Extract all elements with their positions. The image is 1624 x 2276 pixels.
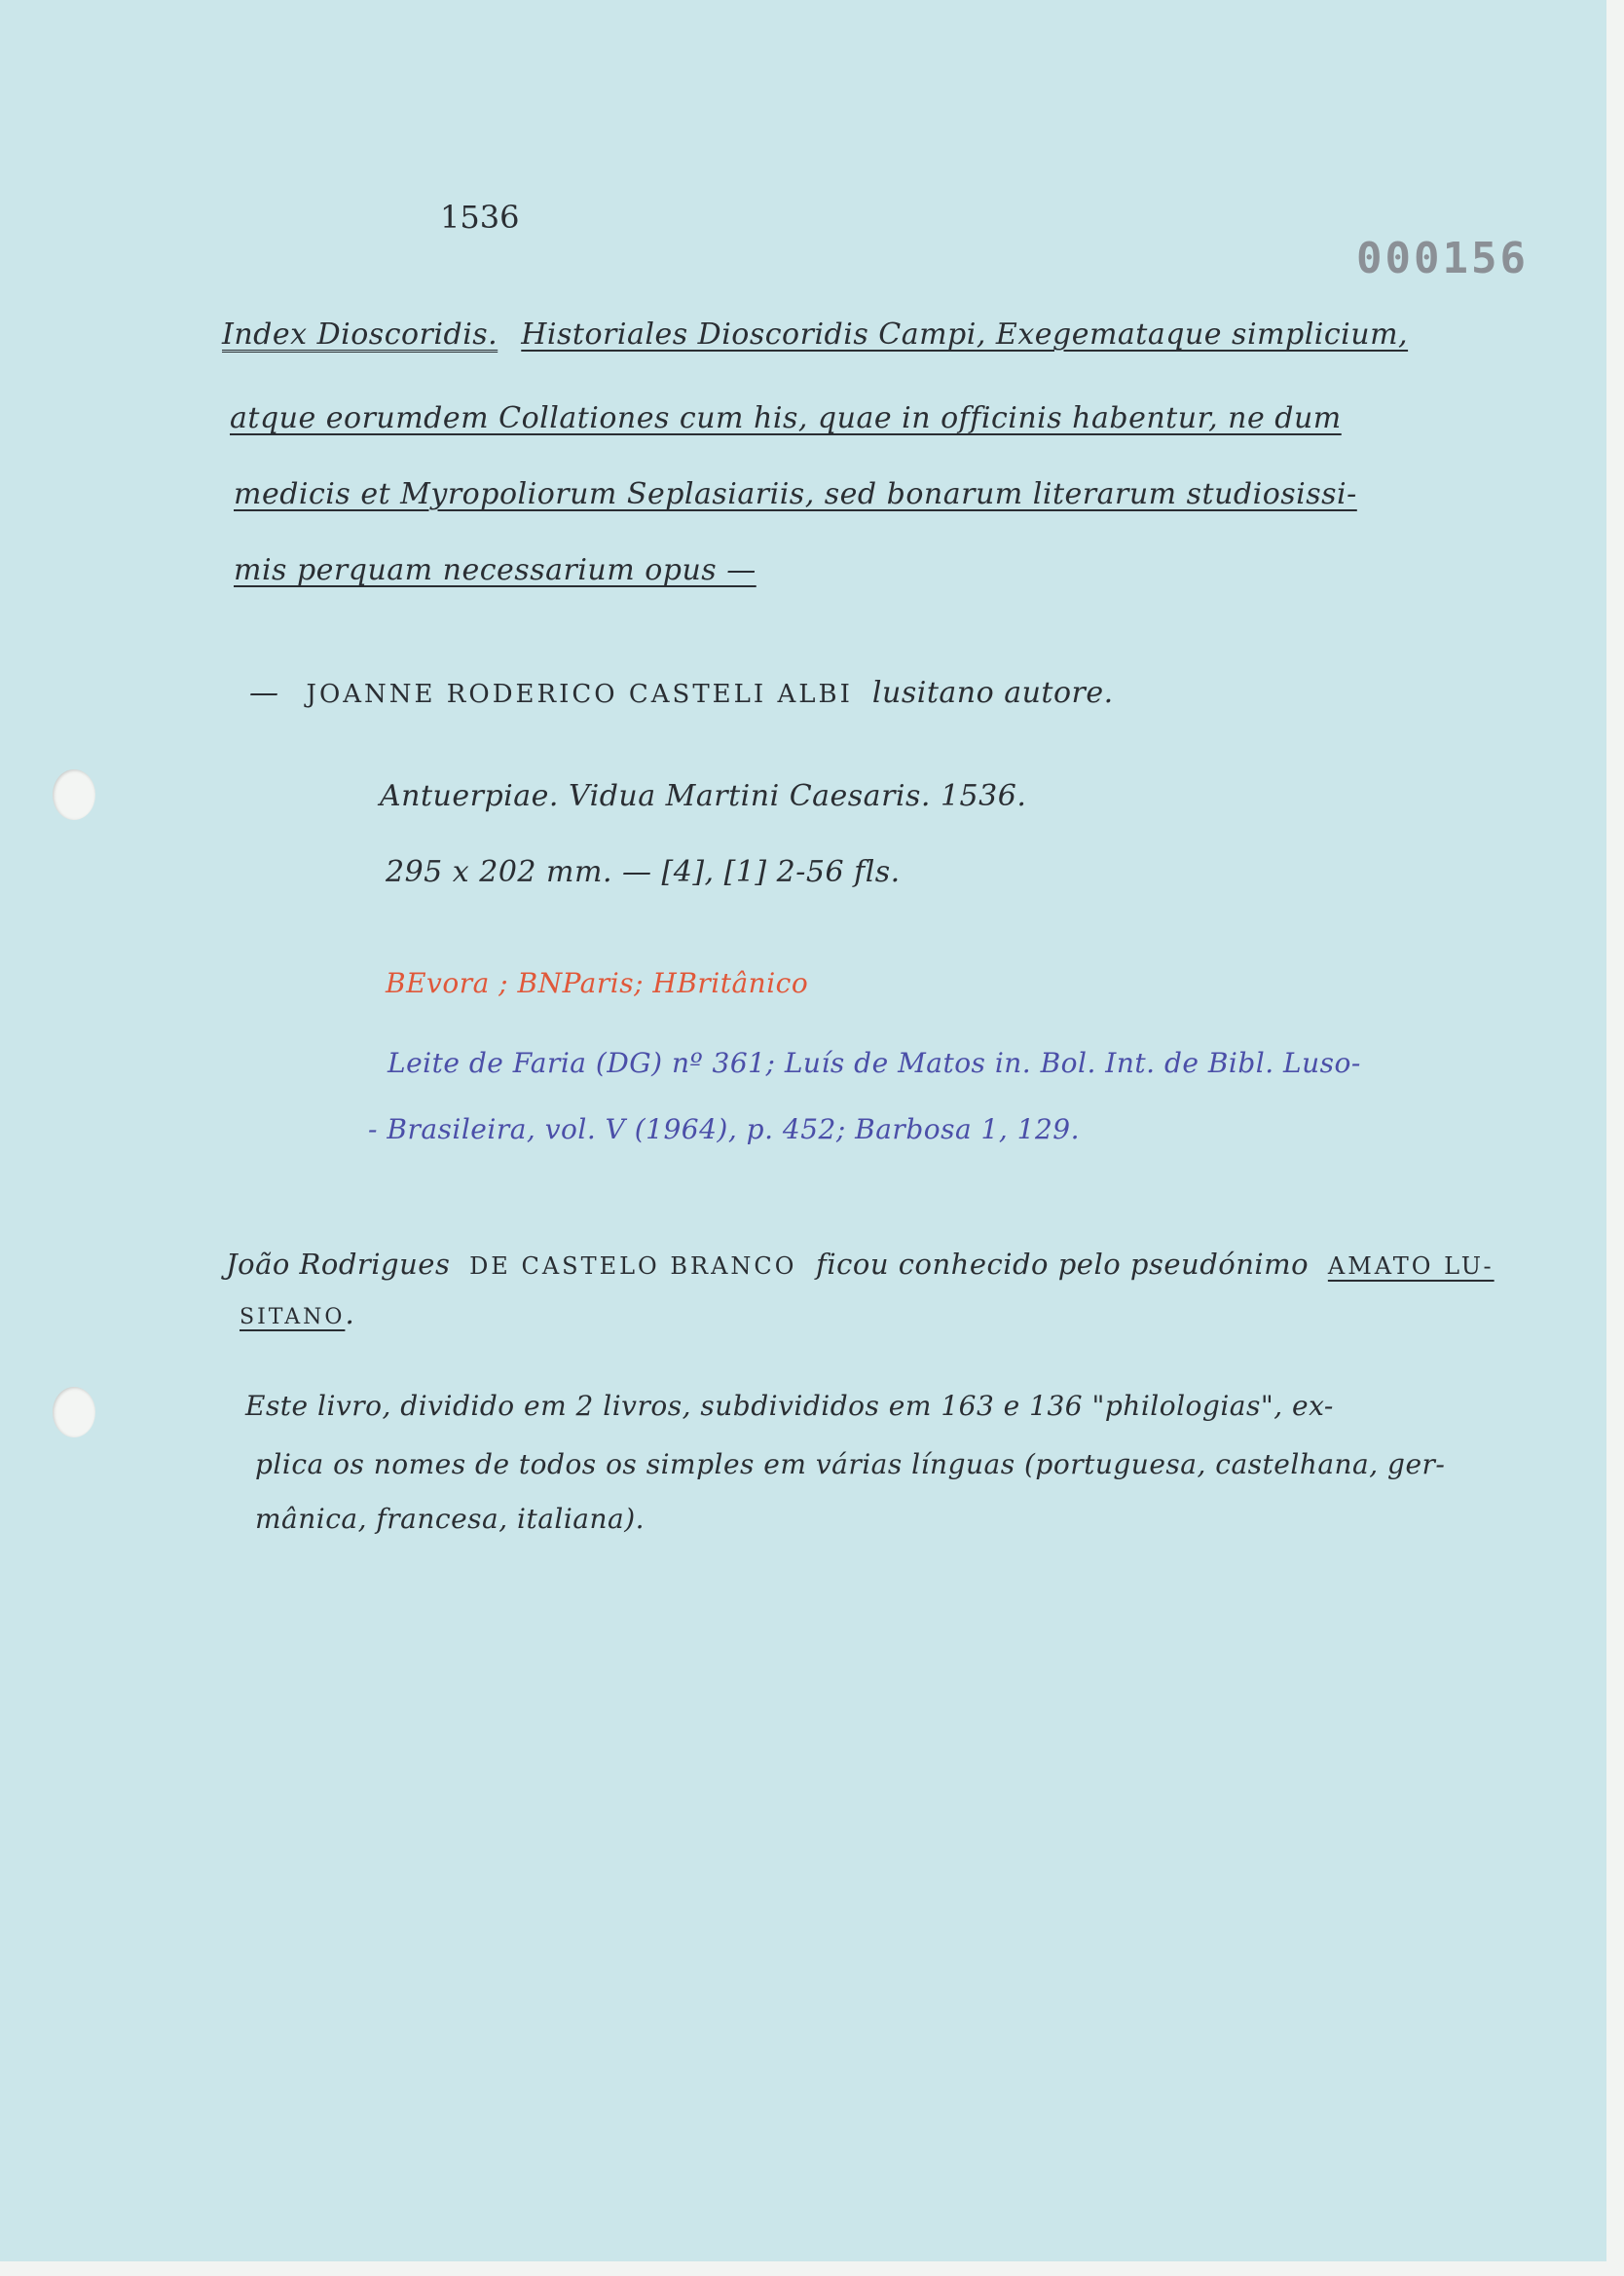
stamp-number: 000156 [1356,234,1529,283]
references-line-1: Leite de Faria (DG) nº 361; Luís de Matos in. Bol. Int. de Bibl. Luso- [388,1047,1361,1079]
punch-hole-top [53,769,95,820]
note-2-line-2: plica os nomes de todos os simples em várias línguas (portuguesa, castelhana, ger- [255,1448,1446,1480]
paper-edge-right [1606,0,1624,2276]
author-suffix: lusitano autore. [871,676,1114,710]
note-1-name-caps: DE CASTELO BRANCO [469,1252,797,1280]
title-line-3: medicis et Myropoliorum Seplasiariis, sed bonarum literarum studiosissi- [234,477,1357,511]
title-line-2: atque eorumdem Collationes cum his, quae in officinis habentur, ne dum [230,401,1342,435]
note-1-name: João Rodrigues [226,1248,451,1281]
note-2-line-1: Este livro, dividido em 2 livros, subdivididos em 163 e 136 "philologias", ex- [245,1390,1334,1422]
note-1-text: ficou conhecido pelo pseudónimo [816,1248,1310,1281]
author-line [249,674,1114,714]
note-1-pseudonym: AMATO LU- [1327,1252,1495,1280]
note-1-pseudonym-end: SITANO [240,1305,346,1329]
libraries-line: BEvora ; BNParis; HBritânico [386,967,809,999]
year-heading: 1536 [440,199,520,236]
punch-hole-bottom [53,1387,95,1437]
references-line-2: - Brasileira, vol. V (1964), p. 452; Barbosa 1, 129. [368,1113,1081,1145]
note-1-line-1 [226,1245,1495,1286]
title-long-start: Historiales Dioscoridis Campi, Exegemataque simplicium, [521,317,1409,352]
note-1-period: . [345,1297,355,1331]
title-line-1 [222,316,1408,354]
title-line-4: mis perquam necessarium opus — [234,553,757,587]
author-name: JOANNE RODERICO CASTELI ALBI [306,680,853,709]
title-short: Index Dioscoridis. [222,317,498,352]
paper-edge-bottom [0,2261,1624,2276]
collation-line: 295 x 202 mm. — [4], [1] 2-56 fls. [386,855,901,889]
author-dash: — [249,676,279,710]
note-2-line-3: mânica, francesa, italiana). [255,1503,646,1535]
note-1-line-2 [240,1295,354,1337]
imprint-line: Antuerpiae. Vidua Martini Caesaris. 1536. [380,779,1027,813]
